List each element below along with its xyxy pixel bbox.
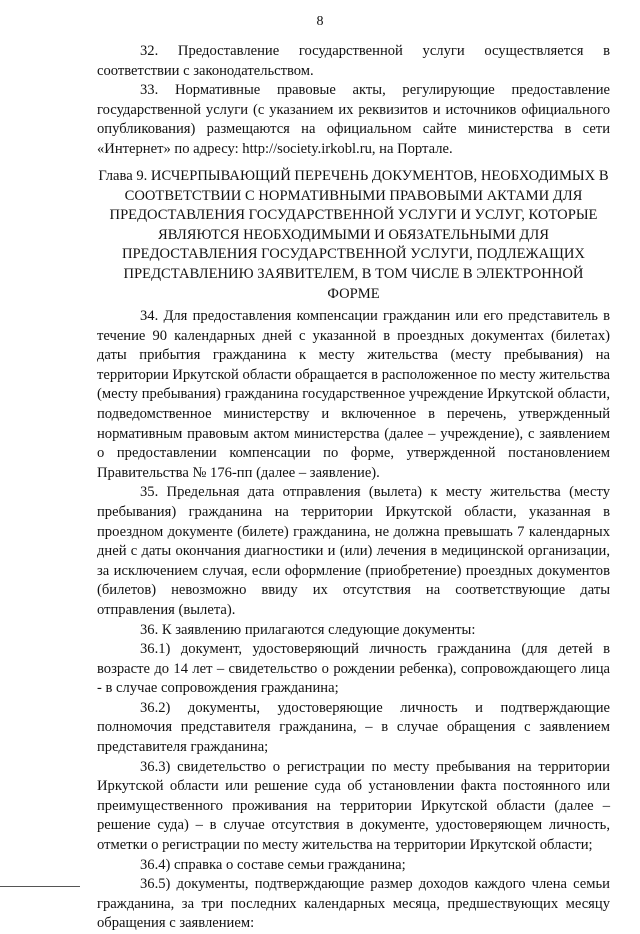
page-number: 8 (316, 14, 324, 29)
paragraph-36-3: 36.3) свидетельство о регистрации по месту пребывания на территории Иркутской области или решение суда об установлении факта постоянного или преимущественного проживания на территории Иркутской области (далее – решение суда) – в случае отсутствия в документе, удостоверяющем личность, отметки о регистрации по месту жительства на территории Иркутской области; (97, 758, 610, 854)
chapter-heading: Глава 9. ИСЧЕРПЫВАЮЩИЙ ПЕРЕЧЕНЬ ДОКУМЕНТОВ, НЕОБХОДИМЫХ В СООТВЕТСТВИИ С НОРМАТИВНЫМИ ПРАВОВЫМИ АКТАМИ ДЛЯ ПРЕДОСТАВЛЕНИЯ ГОСУДАРСТВЕННОЙ УСЛУГИ И УСЛУГ, КОТОРЫЕ ЯВЛЯЮТСЯ НЕОБХОДИМЫМИ И ОБЯЗАТЕЛЬНЫМИ ДЛЯ ПРЕДОСТАВЛЕНИЯ ГОСУДАРСТВЕННОЙ УСЛУГИ, ПОДЛЕЖАЩИХ ПРЕДСТАВЛЕНИЮ ЗАЯВИТЕЛЕМ, В ТОМ ЧИСЛЕ В ЭЛЕКТРОННОЙ ФОРМЕ (98, 168, 609, 302)
paragraph-33: 33. Нормативные правовые акты, регулирующие предоставление государственной услуги (с указанием их реквизитов и источников официального опубликования) размещаются на официальном сайте министерства в сети «Интернет» по адресу: http://society.irkobl.ru, на Портале. (97, 82, 610, 157)
paragraph-36-5: 36.5) документы, подтверждающие размер доходов каждого члена семьи гражданина, за три последних календарных месяца, предшествующих месяцу обращения с заявлением: (97, 876, 610, 932)
section-top (97, 42, 610, 160)
paragraph-36-2: 36.2) документы, удостоверяющие личность и подтверждающие полномочия представителя гражданина, – в случае обращения с заявлением представителя гражданина; (97, 699, 610, 756)
section-main (97, 307, 610, 934)
paragraph-32: 32. Предоставление государственной услуги осуществляется в соответствии с законодательством. (97, 43, 610, 79)
paragraph-36-4: 36.4) справка о составе семьи гражданина; (140, 856, 406, 873)
paragraph-36: 36. К заявлению прилагаются следующие документы: (140, 621, 476, 638)
paragraph-34: 34. Для предоставления компенсации гражданин или его представитель в течение 90 календарных дней с указанной в проездных документах (билетах) даты прибытия гражданина к месту жительства (месту пребывания) на территории Иркутской области обращается в расположенное по месту жительства (месту пребывания) гражданина государственное учреждение Иркутской области, подведомственное министерству и включенное в перечень, утвержденный нормативным правовым актом министерства (далее – учреждение), с заявлением о предоставлении компенсации по форме, утвержденной постановлением Правительства № 176-пп (далее – заявление). (97, 308, 610, 481)
paragraph-36-1: 36.1) документ, удостоверяющий личность гражданина (для детей в возрасте до 14 лет – свидетельство о рождении ребенка), сопровождающего лица - в случае сопровождения гражданина; (97, 641, 610, 697)
footer-rule (0, 886, 80, 887)
paragraph-35: 35. Предельная дата отправления (вылета) к месту жительства (месту пребывания) гражданина на территории Иркутской области, указанная в проездном документе (билете) гражданина, не должна превышать 7 календарных дней с даты окончания диагностики и (или) лечения в медицинской организации, за исключением случая, если оформление (приобретение) проездных документов (билетов) невозможно ввиду их отсутствия на соответствующие даты отправления (вылета). (97, 484, 610, 618)
